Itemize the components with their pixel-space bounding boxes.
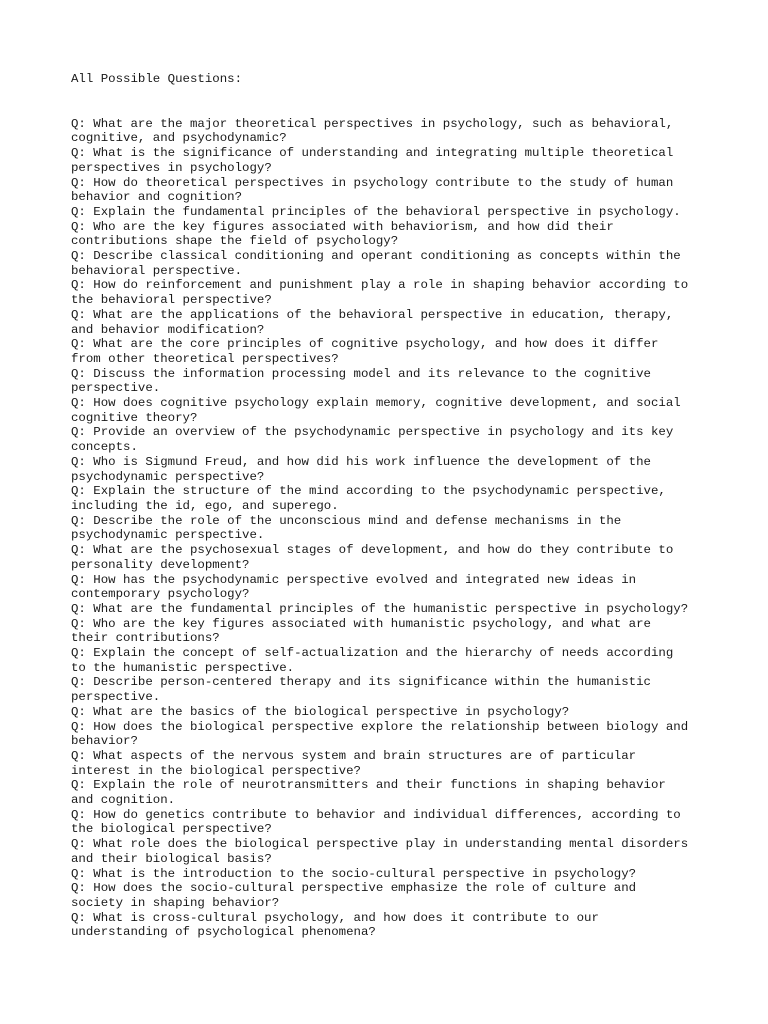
- question-item: Q: Provide an overview of the psychodynamic perspective in psychology and its key concepts.: [71, 425, 674, 455]
- question-item: Q: What role does the biological perspective play in understanding mental disorders and their biological basis?: [71, 837, 689, 866]
- question-item: Q: How do reinforcement and punishment play a role in shaping behavior according to the behavioral perspective?: [71, 278, 689, 308]
- question-item: Q: Describe person-centered therapy and its significance within the humanistic perspective.: [71, 675, 651, 705]
- question-item: Q: What are the major theoretical perspectives in psychology, such as behavioral, cognitive, and psychodynamic?: [71, 116, 674, 146]
- question-item: Q: How do genetics contribute to behavior and individual differences, according to the biological perspective?: [71, 807, 681, 837]
- question-item: Q: Who is Sigmund Freud, and how did his work influence the development of the psychodynamic perspective?: [71, 454, 651, 484]
- question-item: Q: Who are the key figures associated with humanistic psychology, and what are their contributions?: [71, 616, 651, 646]
- question-item: Q: What are the basics of the biological perspective in psychology?: [71, 704, 570, 719]
- question-item: Q: Describe the role of the unconscious mind and defense mechanisms in the psychodynamic perspective.: [71, 513, 622, 543]
- question-item: Q: What is the introduction to the socio-cultural perspective in psychology?: [71, 866, 637, 881]
- question-item: Q: Who are the key figures associated with behaviorism, and how did their contributions shape the field of psychology?: [71, 219, 614, 249]
- document-page: [71, 72, 711, 940]
- question-item: Q: Explain the role of neurotransmitters and their functions in shaping behavior and cognition.: [71, 778, 666, 808]
- question-item: Q: What are the applications of the behavioral perspective in education, therapy, and behavior modification?: [71, 307, 674, 337]
- question-list: [71, 117, 711, 940]
- question-item: Q: What aspects of the nervous system and brain structures are of particular interest in the biological perspective?: [71, 748, 637, 778]
- question-item: Q: Explain the concept of self-actualization and the hierarchy of needs according to the humanistic perspective.: [71, 646, 674, 675]
- question-item: Q: Explain the structure of the mind according to the psychodynamic perspective, including the id, ego, and superego.: [71, 484, 666, 513]
- question-item: Q: Discuss the information processing model and its relevance to the cognitive perspective.: [71, 366, 651, 396]
- question-item: Q: How has the psychodynamic perspective evolved and integrated new ideas in contemporary psychology?: [71, 572, 637, 602]
- question-item: Q: Explain the fundamental principles of the behavioral perspective in psychology.: [71, 204, 681, 219]
- question-item: Q: What are the core principles of cognitive psychology, and how does it differ from other theoretical perspectives?: [71, 337, 659, 366]
- question-item: Q: How do theoretical perspectives in psychology contribute to the study of human behavior and cognition?: [71, 175, 674, 205]
- question-item: Q: How does the socio-cultural perspective emphasize the role of culture and society in shaping behavior?: [71, 881, 637, 910]
- question-item: Q: What are the psychosexual stages of development, and how do they contribute to personality development?: [71, 543, 674, 572]
- question-item: Q: What is the significance of understanding and integrating multiple theoretical perspectives in psychology?: [71, 146, 674, 175]
- question-item: Q: Describe classical conditioning and operant conditioning as concepts within the behavioral perspective.: [71, 249, 681, 278]
- question-item: Q: What are the fundamental principles of the humanistic perspective in psychology?: [71, 601, 689, 616]
- question-item: Q: What is cross-cultural psychology, and how does it contribute to our understanding of psychological phenomena?: [71, 910, 599, 940]
- question-item: Q: How does cognitive psychology explain memory, cognitive development, and social cognitive theory?: [71, 396, 681, 425]
- question-item: Q: How does the biological perspective explore the relationship between biology and behavior?: [71, 719, 689, 749]
- document-heading: All Possible Questions:: [71, 72, 243, 86]
